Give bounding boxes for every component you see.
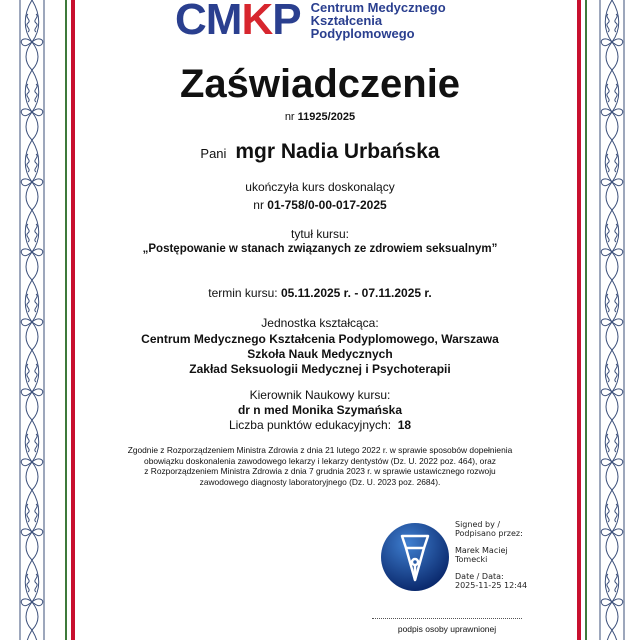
page-title: Zaświadczenie xyxy=(179,62,461,106)
right-green-line xyxy=(585,0,587,640)
left-red-line xyxy=(71,0,75,640)
logo-text-line: Kształcenia xyxy=(310,12,383,28)
signature-line xyxy=(372,618,522,619)
unit-label: Jednostka kształcąca: xyxy=(261,316,379,330)
education-points: Liczba punktów edukacyjnych: 18 xyxy=(228,418,412,432)
course-title-label: tytuł kursu: xyxy=(290,227,350,241)
director-label: Kierownik Naukowy kursu: xyxy=(249,388,391,402)
signature-caption: podpis osoby uprawnionej xyxy=(397,624,497,634)
logo-text-line: Centrum Medycznego xyxy=(310,0,446,15)
recipient: Pani mgr Nadia Urbańska xyxy=(200,140,440,163)
legal-note: Zgodnie z Rozporządzeniem Ministra Zdrowia z dnia 21 lutego 2022 r. w sprawie sposobów dopełnienia obowiązku doskonalenia zawodowego lekarzy i lekarzy dentystów (Dz. U. 2022 poz. 464), oraz z Rozporządzeniem Ministra Zdrowia z dnia 7 grudnia 2023 r. w sprawie ustawicznego rozwoju zawodowego diagnosty laboratoryjnego (Dz. U. 2023 poz. 2684). xyxy=(127,445,513,487)
completed-text: ukończyła kurs doskonalący xyxy=(245,180,395,194)
director: dr n med Monika Szymańska xyxy=(237,403,403,417)
course-title: „Postępowanie w stanach związanych ze zdrowiem seksualnym” xyxy=(142,243,498,255)
logo-text-line: Podyplomowego xyxy=(310,25,415,41)
cmkp-logo: CMKP Centrum Medycznego Kształcenia Podyplomowego xyxy=(175,0,446,44)
right-ornamental-border xyxy=(597,0,627,640)
signature-pen-icon xyxy=(380,522,450,592)
left-green-line xyxy=(65,0,67,640)
digital-signature-info: Signed by / Podpisano przez: Marek Maciej Tomecki Date / Data: 2025-11-25 12:44 xyxy=(455,520,528,590)
course-term: termin kursu: 05.11.2025 r. - 07.11.2025 r. xyxy=(208,286,432,300)
right-red-line xyxy=(577,0,581,640)
training-unit: Centrum Medycznego Kształcenia Podyplomowego, Warszawa Szkoła Nauk Medycznych Zakład Seksuologii Medycznej i Psychoterapii xyxy=(141,332,499,376)
left-ornamental-border xyxy=(17,0,47,640)
course-number: nr 01-758/0-00-017-2025 xyxy=(253,198,387,212)
certificate-number: nr 11925/2025 xyxy=(284,111,356,123)
